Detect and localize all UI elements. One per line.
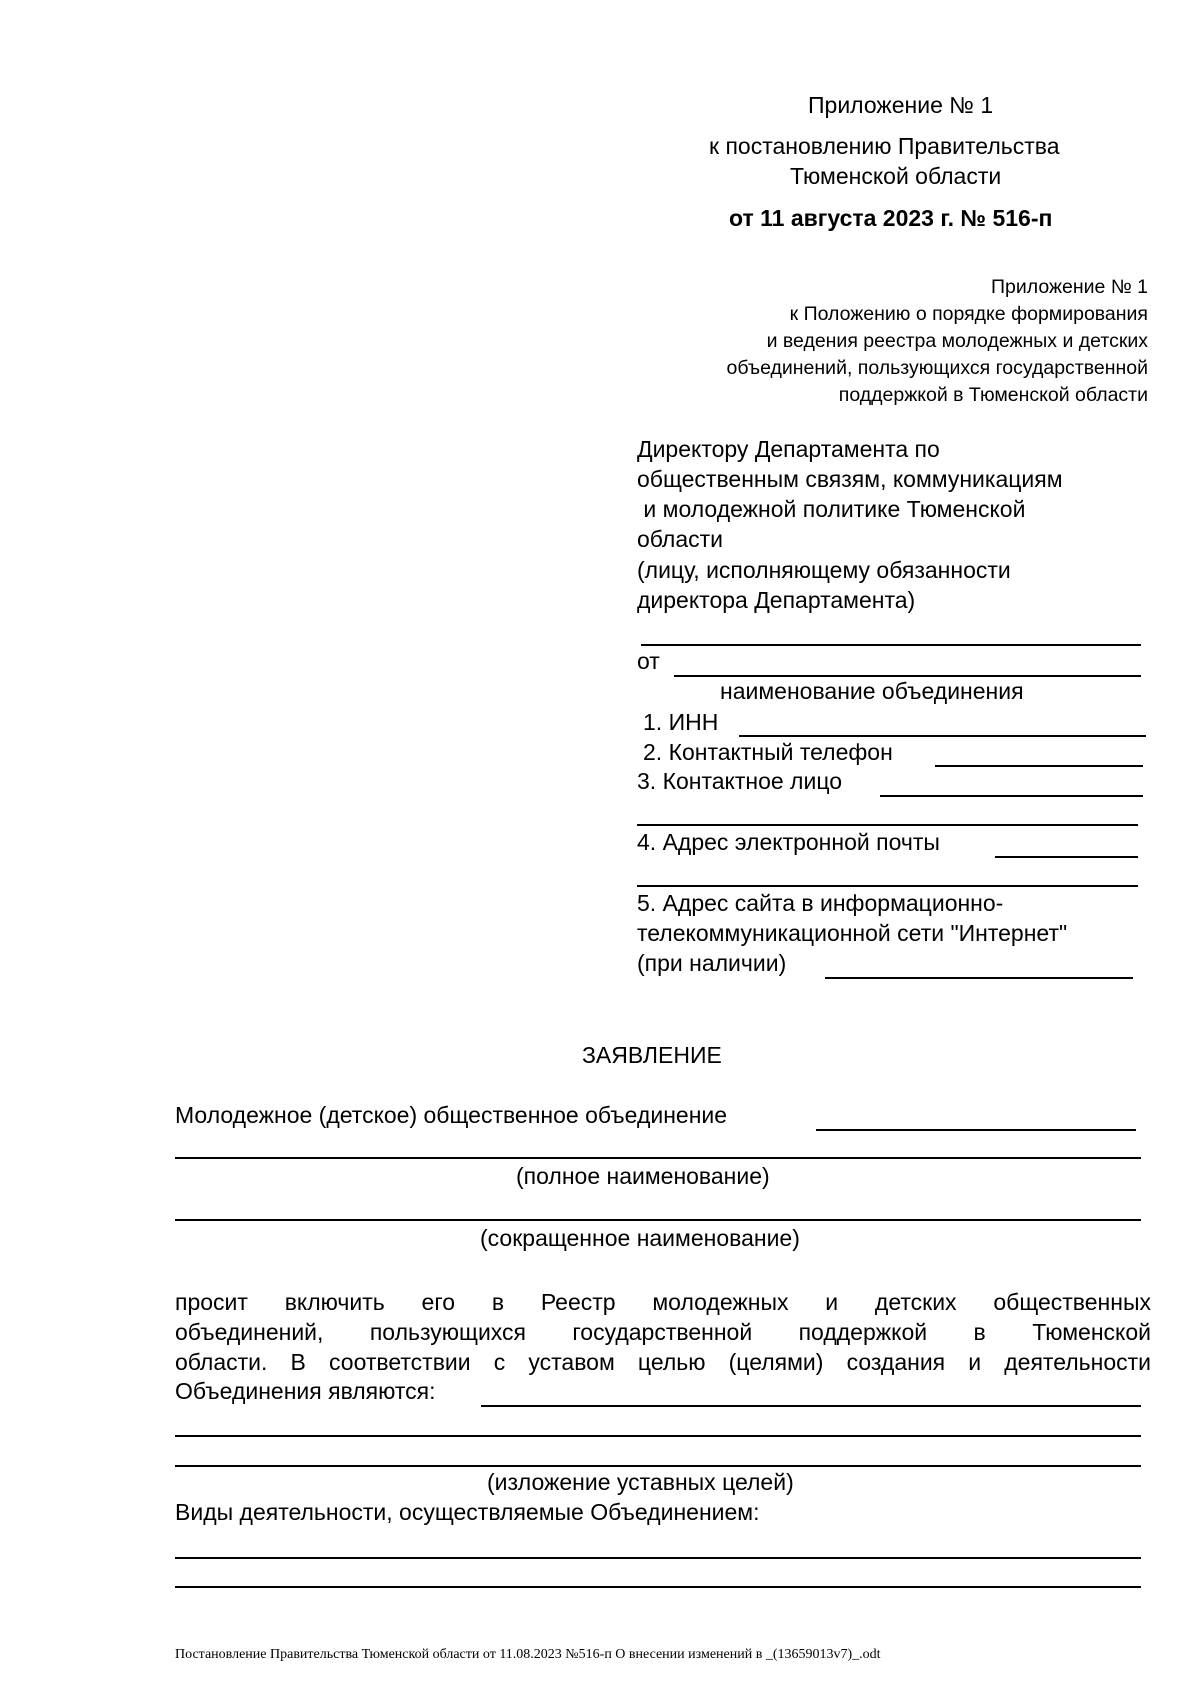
org-label: Молодежное (детское) общественное объединение [175,1102,728,1128]
sub-appendix-line-4: объединений, пользующихся государственной [726,357,1148,379]
website-label-line-2: телекоммуникационной сети "Интернет" [637,920,1068,946]
org-line [816,1129,1136,1131]
email-line-2 [637,885,1138,887]
sub-appendix-line-1: Приложение № 1 [991,276,1148,298]
region-label: Тюменской области [790,163,1002,189]
sender-name-line [674,675,1141,677]
addressee-line-5: (лицу, исполняющему обязанности [637,557,1011,583]
short-name-caption: (сокращенное наименование) [480,1225,800,1251]
goals-line-1 [481,1405,1141,1407]
request-line-2: объединений, пользующихся государственной поддержкой в Тюменской [175,1319,1151,1345]
short-name-line [175,1219,1141,1221]
addressee-line-3: и молодежной политике Тюменской [637,496,1026,522]
phone-line [935,765,1143,767]
addressee-line-6: директора Департамента) [637,587,916,613]
sub-appendix-line-5: поддержкой в Тюменской области [838,384,1148,406]
addressee-line-4: области [637,526,724,552]
contact-person-label: 3. Контактное лицо [637,768,843,794]
inn-label: 1. ИНН [643,709,719,735]
activities-label: Виды деятельности, осуществляемые Объединением: [175,1499,760,1525]
statement-title: ЗАЯВЛЕНИЕ [582,1042,722,1068]
email-line [995,856,1138,858]
sub-appendix-line-2: к Положению о порядке формирования [789,303,1148,325]
resolution-reference: к постановлению Правительства [709,133,1060,159]
activities-line-2 [175,1586,1141,1588]
goals-caption: (изложение уставных целей) [487,1469,794,1495]
activities-line-1 [175,1557,1141,1559]
website-label-line-3: (при наличии) [637,950,787,976]
website-label-line-1: 5. Адрес сайта в информационно- [637,890,1004,916]
full-name-line [175,1157,1141,1159]
email-label: 4. Адрес электронной почты [637,829,940,855]
resolution-date-number: от 11 августа 2023 г. № 516-п [729,205,1053,231]
from-label: от [637,648,660,674]
phone-label: 2. Контактный телефон [643,739,893,765]
contact-person-line [880,795,1143,797]
appendix-label: Приложение № 1 [808,92,994,118]
request-line-3: области. В соответствии с уставом целью (целями) создания и деятельности [175,1349,1151,1375]
footer-filename: Постановление Правительства Тюменской области от 11.08.2023 №516-п О внесении изменений в _(13659013v7)_.odt [175,1647,881,1662]
goals-line-3 [175,1465,1141,1467]
addressee-line-2: общественным связям, коммуникациям [637,466,1063,492]
addressee-blank-line [641,644,1141,646]
inn-line [739,735,1146,737]
website-line [825,977,1133,979]
goals-line-2 [175,1435,1141,1437]
request-line-1: просит включить его в Реестр молодежных и детских общественных [175,1289,1151,1315]
full-name-caption: (полное наименование) [516,1163,770,1189]
contact-person-line-2 [637,824,1138,826]
sub-appendix-line-3: и ведения реестра молодежных и детских [766,330,1148,352]
sender-name-caption: наименование объединения [720,678,1024,704]
addressee-line-1: Директору Департамента по [637,436,940,462]
request-line-4: Объединения являются: [175,1378,436,1404]
